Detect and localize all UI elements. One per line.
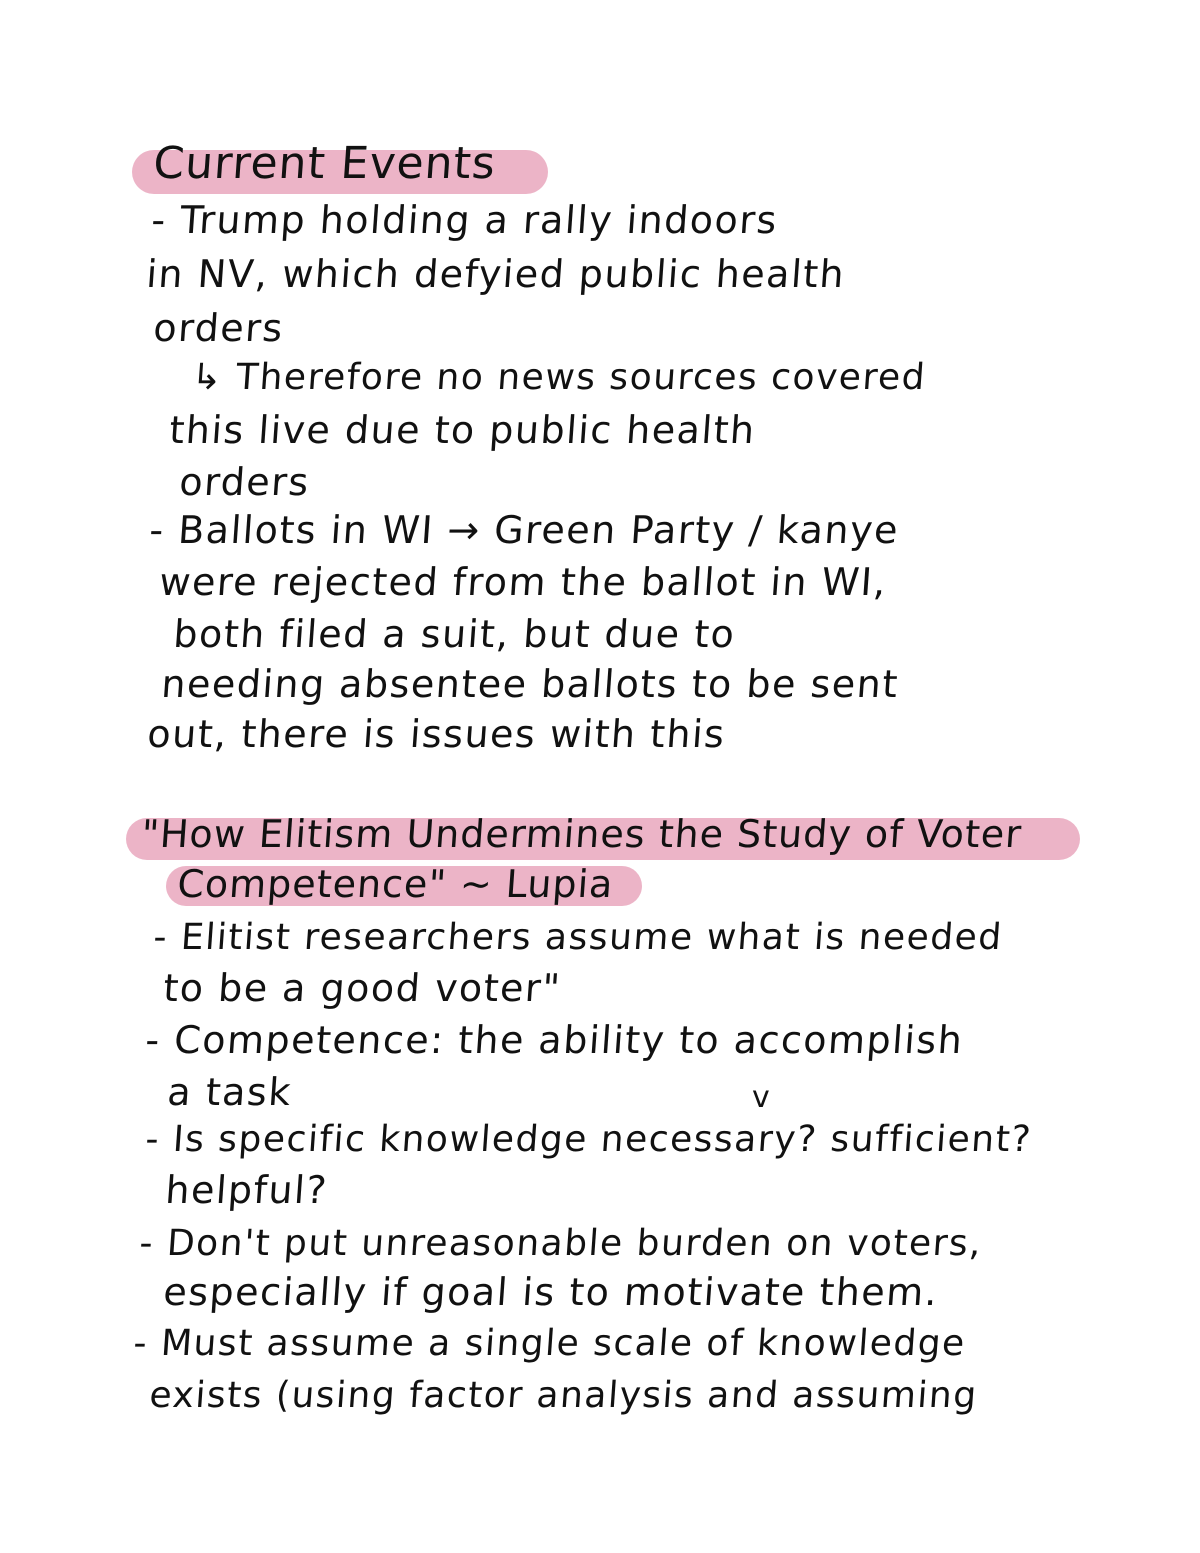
note-line: ↳ Therefore no news sources covered [190,357,928,398]
note-line: exists (using factor analysis and assuming [148,1375,980,1416]
note-line: were rejected from the ballot in WI, [158,560,889,604]
note-line: a task [166,1070,294,1114]
note-line: this live due to public health [168,408,758,452]
note-line: helpful? [164,1168,330,1212]
note-line: out, there is issues with this [146,712,728,756]
note-line: both filed a suit, but due to [172,612,737,656]
note-line: to be a good voter" [162,966,563,1010]
note-line: - Ballots in WI → Green Party / kanye [148,508,901,552]
check-mark: v [752,1080,770,1115]
note-line: - Must assume a single scale of knowledge [132,1323,968,1364]
note-line: - Trump holding a rally indoors [150,198,780,242]
section-heading-lupia-line1: "How Elitism Undermines the Study of Voter [140,812,1024,856]
note-line: especially if goal is to motivate them. [162,1270,940,1314]
note-line: needing absentee ballots to be sent [160,662,901,706]
note-line: orders [152,306,286,350]
section-heading-lupia-line2: Competence" ~ Lupia [176,862,616,906]
note-line: in NV, which defyied public health [145,252,847,296]
note-line: - Competence: the ability to accomplish [144,1018,965,1062]
section-heading-current-events: Current Events [151,138,498,189]
note-line: orders [178,460,312,504]
note-line: - Don't put unreasonable burden on voters, [138,1223,984,1264]
note-line: - Is specific knowledge necessary? sufficient? [144,1119,1034,1160]
note-line: - Elitist researchers assume what is needed [152,917,1005,958]
